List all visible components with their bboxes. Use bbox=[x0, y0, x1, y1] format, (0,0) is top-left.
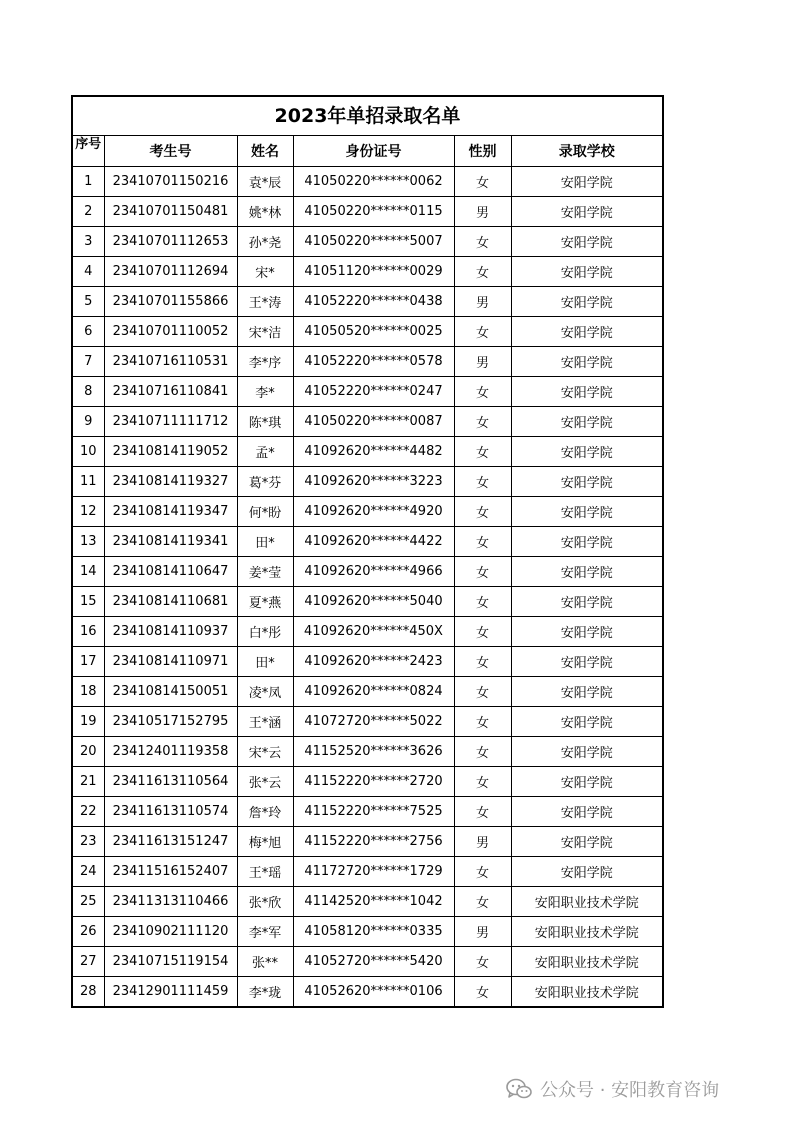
cell-index: 2 bbox=[73, 197, 104, 227]
cell-index: 28 bbox=[73, 977, 104, 1007]
cell-gender: 男 bbox=[454, 287, 511, 317]
cell-gender: 女 bbox=[454, 737, 511, 767]
cell-index: 12 bbox=[73, 497, 104, 527]
table-row bbox=[73, 647, 662, 677]
cell-school: 安阳学院 bbox=[511, 227, 662, 257]
cell-exam-number: 23410814110937 bbox=[104, 617, 237, 647]
page-title: 2023年单招录取名单 bbox=[73, 97, 662, 136]
cell-id-number: 41152220******2720 bbox=[293, 767, 454, 797]
table-row bbox=[73, 257, 662, 287]
cell-gender: 女 bbox=[454, 527, 511, 557]
table-row bbox=[73, 317, 662, 347]
cell-id-number: 41092620******4966 bbox=[293, 557, 454, 587]
cell-school: 安阳学院 bbox=[511, 677, 662, 707]
cell-school: 安阳学院 bbox=[511, 377, 662, 407]
table-row bbox=[73, 557, 662, 587]
cell-id-number: 41092620******4920 bbox=[293, 497, 454, 527]
cell-school: 安阳学院 bbox=[511, 287, 662, 317]
cell-index: 17 bbox=[73, 647, 104, 677]
cell-id-number: 41052720******5420 bbox=[293, 947, 454, 977]
cell-exam-number: 23410814150051 bbox=[104, 677, 237, 707]
cell-id-number: 41092620******4482 bbox=[293, 437, 454, 467]
cell-school: 安阳学院 bbox=[511, 827, 662, 857]
cell-name: 张*云 bbox=[237, 767, 293, 797]
cell-index: 3 bbox=[73, 227, 104, 257]
cell-exam-number: 23410701112694 bbox=[104, 257, 237, 287]
cell-exam-number: 23411613110564 bbox=[104, 767, 237, 797]
cell-gender: 女 bbox=[454, 407, 511, 437]
cell-school: 安阳学院 bbox=[511, 527, 662, 557]
cell-school: 安阳学院 bbox=[511, 167, 662, 197]
cell-gender: 女 bbox=[454, 767, 511, 797]
table-row bbox=[73, 437, 662, 467]
cell-name: 詹*玲 bbox=[237, 797, 293, 827]
cell-school: 安阳职业技术学院 bbox=[511, 977, 662, 1007]
cell-id-number: 41092620******0824 bbox=[293, 677, 454, 707]
cell-index: 11 bbox=[73, 467, 104, 497]
cell-school: 安阳学院 bbox=[511, 647, 662, 677]
cell-school: 安阳学院 bbox=[511, 197, 662, 227]
cell-name: 李*军 bbox=[237, 917, 293, 947]
cell-index: 15 bbox=[73, 587, 104, 617]
cell-index: 23 bbox=[73, 827, 104, 857]
cell-gender: 女 bbox=[454, 377, 511, 407]
cell-gender: 女 bbox=[454, 467, 511, 497]
cell-exam-number: 23411313110466 bbox=[104, 887, 237, 917]
table-row bbox=[73, 407, 662, 437]
table-row bbox=[73, 497, 662, 527]
cell-school: 安阳学院 bbox=[511, 407, 662, 437]
cell-index: 13 bbox=[73, 527, 104, 557]
cell-exam-number: 23410814110647 bbox=[104, 557, 237, 587]
column-header-gender: 性别 bbox=[454, 136, 511, 167]
cell-index: 22 bbox=[73, 797, 104, 827]
cell-gender: 女 bbox=[454, 557, 511, 587]
cell-index: 18 bbox=[73, 677, 104, 707]
cell-name: 张*欣 bbox=[237, 887, 293, 917]
cell-gender: 女 bbox=[454, 617, 511, 647]
cell-name: 宋*云 bbox=[237, 737, 293, 767]
cell-school: 安阳学院 bbox=[511, 857, 662, 887]
cell-name: 王*涛 bbox=[237, 287, 293, 317]
table-row bbox=[73, 947, 662, 977]
cell-gender: 女 bbox=[454, 317, 511, 347]
column-header-school: 录取学校 bbox=[511, 136, 662, 167]
cell-name: 梅*旭 bbox=[237, 827, 293, 857]
cell-gender: 男 bbox=[454, 197, 511, 227]
cell-id-number: 41052220******0578 bbox=[293, 347, 454, 377]
cell-gender: 男 bbox=[454, 347, 511, 377]
table-row bbox=[73, 707, 662, 737]
footer-account-label: 公众号 · 安阳教育咨询 bbox=[540, 1080, 720, 1101]
cell-index: 10 bbox=[73, 437, 104, 467]
cell-exam-number: 23412401119358 bbox=[104, 737, 237, 767]
cell-name: 葛*芬 bbox=[237, 467, 293, 497]
cell-exam-number: 23412901111459 bbox=[104, 977, 237, 1007]
cell-id-number: 41050220******0062 bbox=[293, 167, 454, 197]
cell-school: 安阳学院 bbox=[511, 797, 662, 827]
cell-gender: 男 bbox=[454, 827, 511, 857]
cell-gender: 女 bbox=[454, 587, 511, 617]
cell-index: 19 bbox=[73, 707, 104, 737]
cell-exam-number: 23411613151247 bbox=[104, 827, 237, 857]
cell-name: 何*盼 bbox=[237, 497, 293, 527]
cell-id-number: 41172720******1729 bbox=[293, 857, 454, 887]
cell-exam-number: 23410701112653 bbox=[104, 227, 237, 257]
cell-gender: 女 bbox=[454, 227, 511, 257]
cell-index: 6 bbox=[73, 317, 104, 347]
column-header-index: 序号 bbox=[73, 136, 104, 167]
cell-exam-number: 23410716110841 bbox=[104, 377, 237, 407]
cell-name: 李*珑 bbox=[237, 977, 293, 1007]
cell-index: 27 bbox=[73, 947, 104, 977]
column-header-id-number: 身份证号 bbox=[293, 136, 454, 167]
cell-id-number: 41142520******1042 bbox=[293, 887, 454, 917]
cell-exam-number: 23410814119327 bbox=[104, 467, 237, 497]
cell-name: 夏*燕 bbox=[237, 587, 293, 617]
table-row bbox=[73, 377, 662, 407]
cell-name: 袁*辰 bbox=[237, 167, 293, 197]
cell-name: 宋*洁 bbox=[237, 317, 293, 347]
cell-school: 安阳学院 bbox=[511, 347, 662, 377]
cell-name: 王*涵 bbox=[237, 707, 293, 737]
cell-name: 凌*凤 bbox=[237, 677, 293, 707]
admission-table bbox=[73, 136, 662, 1006]
table-row bbox=[73, 227, 662, 257]
cell-gender: 女 bbox=[454, 257, 511, 287]
cell-name: 陈*琪 bbox=[237, 407, 293, 437]
cell-gender: 女 bbox=[454, 497, 511, 527]
cell-id-number: 41052220******0438 bbox=[293, 287, 454, 317]
cell-exam-number: 23410701110052 bbox=[104, 317, 237, 347]
cell-index: 14 bbox=[73, 557, 104, 587]
cell-gender: 女 bbox=[454, 947, 511, 977]
admission-list-sheet bbox=[71, 95, 664, 1008]
cell-id-number: 41092620******3223 bbox=[293, 467, 454, 497]
cell-gender: 女 bbox=[454, 647, 511, 677]
cell-exam-number: 23410701150216 bbox=[104, 167, 237, 197]
cell-name: 宋* bbox=[237, 257, 293, 287]
cell-exam-number: 23410701155866 bbox=[104, 287, 237, 317]
table-row bbox=[73, 287, 662, 317]
cell-index: 1 bbox=[73, 167, 104, 197]
cell-gender: 女 bbox=[454, 677, 511, 707]
cell-id-number: 41052620******0106 bbox=[293, 977, 454, 1007]
cell-index: 7 bbox=[73, 347, 104, 377]
cell-index: 25 bbox=[73, 887, 104, 917]
cell-school: 安阳学院 bbox=[511, 707, 662, 737]
table-row bbox=[73, 467, 662, 497]
cell-school: 安阳学院 bbox=[511, 587, 662, 617]
table-row bbox=[73, 527, 662, 557]
cell-exam-number: 23410701150481 bbox=[104, 197, 237, 227]
cell-gender: 女 bbox=[454, 437, 511, 467]
cell-gender: 男 bbox=[454, 917, 511, 947]
cell-name: 田* bbox=[237, 527, 293, 557]
table-row bbox=[73, 347, 662, 377]
cell-name: 李*序 bbox=[237, 347, 293, 377]
cell-id-number: 41092620******450X bbox=[293, 617, 454, 647]
table-row bbox=[73, 767, 662, 797]
cell-index: 24 bbox=[73, 857, 104, 887]
cell-name: 张** bbox=[237, 947, 293, 977]
table-row bbox=[73, 167, 662, 197]
cell-id-number: 41152220******7525 bbox=[293, 797, 454, 827]
footer-watermark bbox=[506, 1074, 719, 1104]
cell-id-number: 41050520******0025 bbox=[293, 317, 454, 347]
cell-index: 9 bbox=[73, 407, 104, 437]
cell-school: 安阳学院 bbox=[511, 617, 662, 647]
cell-id-number: 41092620******2423 bbox=[293, 647, 454, 677]
cell-id-number: 41050220******0087 bbox=[293, 407, 454, 437]
cell-id-number: 41058120******0335 bbox=[293, 917, 454, 947]
cell-exam-number: 23411516152407 bbox=[104, 857, 237, 887]
table-row bbox=[73, 827, 662, 857]
cell-gender: 女 bbox=[454, 707, 511, 737]
cell-id-number: 41152520******3626 bbox=[293, 737, 454, 767]
cell-exam-number: 23410711111712 bbox=[104, 407, 237, 437]
cell-id-number: 41052220******0247 bbox=[293, 377, 454, 407]
cell-school: 安阳学院 bbox=[511, 737, 662, 767]
cell-index: 21 bbox=[73, 767, 104, 797]
cell-gender: 女 bbox=[454, 857, 511, 887]
cell-gender: 女 bbox=[454, 977, 511, 1007]
table-row bbox=[73, 917, 662, 947]
table-row bbox=[73, 857, 662, 887]
cell-id-number: 41092620******5040 bbox=[293, 587, 454, 617]
cell-exam-number: 23410716110531 bbox=[104, 347, 237, 377]
cell-gender: 女 bbox=[454, 797, 511, 827]
cell-school: 安阳职业技术学院 bbox=[511, 887, 662, 917]
cell-id-number: 41050220******5007 bbox=[293, 227, 454, 257]
cell-index: 20 bbox=[73, 737, 104, 767]
wechat-icon bbox=[506, 1078, 532, 1100]
cell-name: 王*瑶 bbox=[237, 857, 293, 887]
column-header-exam-number: 考生号 bbox=[104, 136, 237, 167]
cell-exam-number: 23410814119341 bbox=[104, 527, 237, 557]
cell-school: 安阳学院 bbox=[511, 317, 662, 347]
cell-school: 安阳学院 bbox=[511, 257, 662, 287]
cell-exam-number: 23410715119154 bbox=[104, 947, 237, 977]
cell-id-number: 41152220******2756 bbox=[293, 827, 454, 857]
cell-exam-number: 23410814119052 bbox=[104, 437, 237, 467]
cell-school: 安阳职业技术学院 bbox=[511, 917, 662, 947]
cell-exam-number: 23411613110574 bbox=[104, 797, 237, 827]
cell-school: 安阳学院 bbox=[511, 767, 662, 797]
cell-name: 李* bbox=[237, 377, 293, 407]
table-row bbox=[73, 797, 662, 827]
cell-name: 姚*林 bbox=[237, 197, 293, 227]
cell-name: 白*彤 bbox=[237, 617, 293, 647]
cell-id-number: 41051120******0029 bbox=[293, 257, 454, 287]
table-row bbox=[73, 677, 662, 707]
cell-exam-number: 23410814119347 bbox=[104, 497, 237, 527]
cell-index: 16 bbox=[73, 617, 104, 647]
cell-name: 孟* bbox=[237, 437, 293, 467]
cell-exam-number: 23410902111120 bbox=[104, 917, 237, 947]
table-row bbox=[73, 887, 662, 917]
cell-name: 田* bbox=[237, 647, 293, 677]
cell-id-number: 41072720******5022 bbox=[293, 707, 454, 737]
table-header-row bbox=[73, 136, 662, 167]
cell-school: 安阳学院 bbox=[511, 497, 662, 527]
cell-index: 4 bbox=[73, 257, 104, 287]
cell-gender: 女 bbox=[454, 167, 511, 197]
cell-index: 26 bbox=[73, 917, 104, 947]
table-row bbox=[73, 617, 662, 647]
cell-index: 8 bbox=[73, 377, 104, 407]
cell-id-number: 41092620******4422 bbox=[293, 527, 454, 557]
table-row bbox=[73, 977, 662, 1007]
cell-school: 安阳学院 bbox=[511, 557, 662, 587]
cell-id-number: 41050220******0115 bbox=[293, 197, 454, 227]
cell-name: 姜*莹 bbox=[237, 557, 293, 587]
table-body bbox=[73, 167, 662, 1007]
cell-school: 安阳职业技术学院 bbox=[511, 947, 662, 977]
cell-school: 安阳学院 bbox=[511, 467, 662, 497]
cell-exam-number: 23410814110681 bbox=[104, 587, 237, 617]
cell-exam-number: 23410517152795 bbox=[104, 707, 237, 737]
cell-school: 安阳学院 bbox=[511, 437, 662, 467]
table-row bbox=[73, 587, 662, 617]
cell-index: 5 bbox=[73, 287, 104, 317]
table-row bbox=[73, 737, 662, 767]
table-row bbox=[73, 197, 662, 227]
column-header-name: 姓名 bbox=[237, 136, 293, 167]
cell-gender: 女 bbox=[454, 887, 511, 917]
cell-exam-number: 23410814110971 bbox=[104, 647, 237, 677]
cell-name: 孙*尧 bbox=[237, 227, 293, 257]
